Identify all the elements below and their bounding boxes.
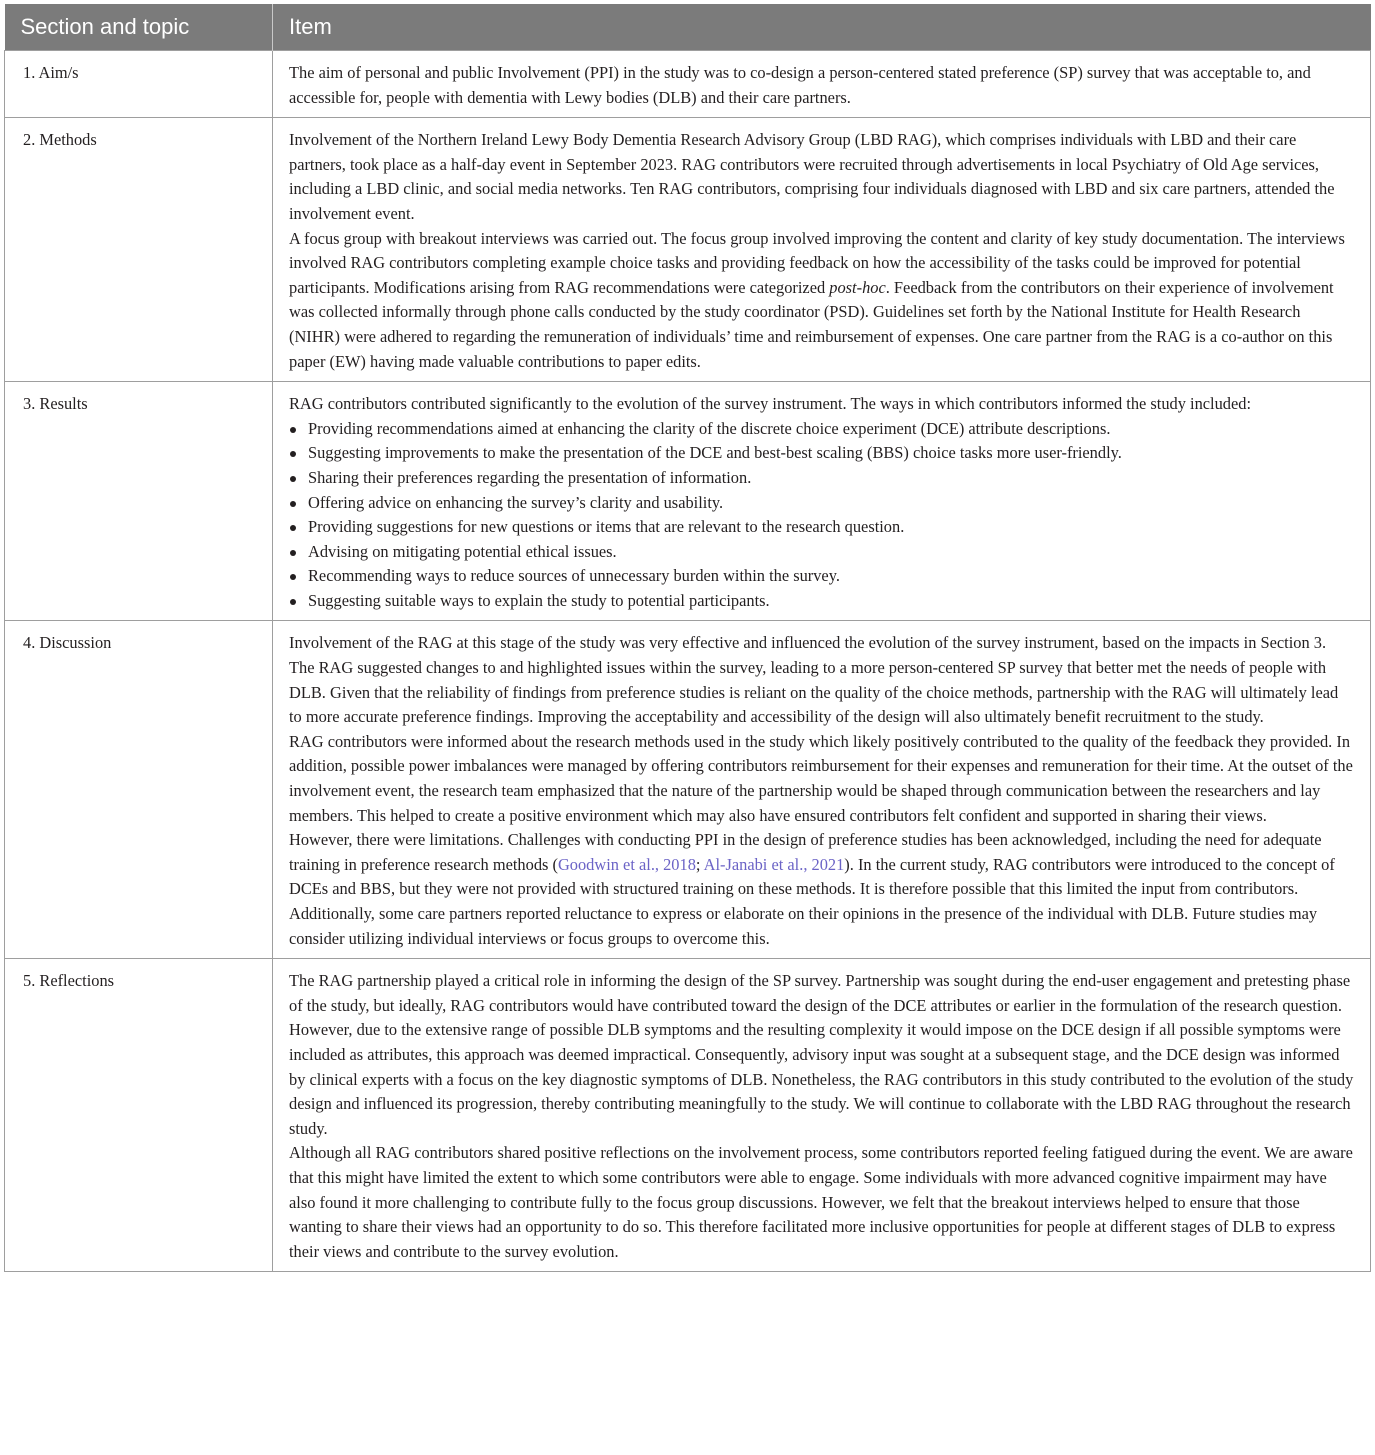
bullet-item: Offering advice on enhancing the survey’s clarity and usability.: [289, 491, 1354, 516]
item-cell: [273, 621, 1371, 959]
header-row: [5, 4, 1371, 51]
section-topic-cell: 5. Reflections: [5, 959, 273, 1272]
header-section-topic: Section and topic: [5, 4, 273, 51]
bullet-item: Providing recommendations aimed at enhancing the clarity of the discrete choice experiment (DCE) attribute descriptions.: [289, 417, 1354, 442]
item-paragraph: Although all RAG contributors shared positive reflections on the involvement process, some contributors reported feeling fatigued during the event. We are aware that this might have limited the extent to which some contributors were able to engage. Some individuals with more advanced cognitive impairment may have also found it more challenging to contribute fully to the focus group discussions. However, we felt that the breakout interviews helped to ensure that those wanting to share their views had an opportunity to do so. This therefore facilitated more inclusive opportunities for people at different stages of DLB to express their views and contribute to the survey evolution.: [289, 1143, 1353, 1261]
table-row: [5, 382, 1371, 621]
item-paragraph: RAG contributors were informed about the research methods used in the study which likely positively contributed to the quality of the feedback they provided. In addition, possible power imbalances were managed by offering contributors reimbursement for their expenses and remuneration for their time. At the outset of the involvement event, the research team emphasized that the nature of the partnership would be shaped through communication between the researchers and lay members. This helped to create a positive environment which may also have ensured contributors felt confident and supported in sharing their views.: [289, 731, 1353, 825]
gripp-table: [4, 4, 1371, 1272]
citation-link-goodwin[interactable]: Goodwin et al., 2018: [557, 854, 696, 874]
section-topic-cell: 1. Aim/s: [5, 51, 273, 118]
table-row: [5, 959, 1371, 1272]
table-row: [5, 51, 1371, 118]
item-paragraph: Involvement of the RAG at this stage of the study was very effective and influenced the evolution of the survey instrument, based on the impacts in Section 3. The RAG suggested changes to and highlighted issues within the survey, leading to a more person-centered SP survey that better met the needs of people with DLB. Given that the reliability of findings from preference studies is reliant on the quality of the choice methods, partnership with the RAG will ultimately lead to more accurate preference findings. Improving the acceptability and accessibility of the design will also ultimately benefit recruitment to the study.: [289, 633, 1339, 727]
bullet-item: Suggesting improvements to make the presentation of the DCE and best-best scaling (BBS) choice tasks more user-friendly.: [289, 441, 1354, 466]
item-cell: [273, 51, 1371, 118]
text-run: However, there were limitations. Challenges with conducting PPI in the design of preference studies has been acknowledged, including the need for adequate training in preference research methods (: [289, 830, 1322, 874]
item-paragraph: The aim of personal and public Involvement (PPI) in the study was to co-design a person-centered stated preference (SP) survey that was acceptable to, and accessible for, people with dementia with Lewy bodies (DLB) and their care partners.: [289, 63, 1311, 107]
section-topic-cell: 4. Discussion: [5, 621, 273, 959]
text-run: ;: [695, 854, 704, 874]
item-cell: [273, 382, 1371, 621]
table-header: [5, 4, 1371, 51]
text-run: A focus group with breakout interviews was carried out. The focus group involved improving the content and clarity of key study documentation. The interviews involved RAG contributors completing example choice tasks and providing feedback on how the accessibility of the tasks could be improved for potential participants. Modifications arising from RAG recommendations were categorized: [289, 228, 1345, 297]
italic-term: post-hoc: [829, 277, 886, 297]
header-item: Item: [273, 4, 1371, 51]
item-cell: [273, 959, 1371, 1272]
bullet-item: Providing suggestions for new questions or items that are relevant to the research question.: [289, 515, 1354, 540]
item-paragraph: Involvement of the Northern Ireland Lewy Body Dementia Research Advisory Group (LBD RAG), which comprises individuals with LBD and their care partners, took place as a half-day event in September 2023. RAG contributors were recruited through advertisements in local Psychiatry of Old Age services, including a LBD clinic, and social media networks. Ten RAG contributors, comprising four individuals diagnosed with LBD and six care partners, attended the involvement event.: [289, 130, 1335, 223]
text-run: . Feedback from the contributors on their experience of involvement was collected informally through phone calls conducted by the study coordinator (PSD). Guidelines set forth by the National Institute for Health Research (NIHR) were adhered to regarding the remuneration of individuals’ time and reimbursement of expenses. One care partner from the RAG is a co-author on this paper (EW) having made valuable contributions to paper edits.: [289, 277, 1334, 371]
table-body: [5, 51, 1371, 1272]
citation-link-al-janabi[interactable]: Al-Janabi et al., 2021: [703, 854, 845, 874]
item-paragraph: [289, 227, 1354, 375]
item-paragraph: RAG contributors contributed significantly to the evolution of the survey instrument. The ways in which contributors informed the study included:: [289, 394, 1252, 414]
bullet-item: Suggesting suitable ways to explain the study to potential participants.: [289, 589, 1354, 614]
item-paragraph: [289, 828, 1354, 951]
table-row: [5, 118, 1371, 382]
bullet-item: Recommending ways to reduce sources of unnecessary burden within the survey.: [289, 564, 1354, 589]
bullet-item: Advising on mitigating potential ethical issues.: [289, 540, 1354, 565]
bullet-item: Sharing their preferences regarding the presentation of information.: [289, 466, 1354, 491]
section-topic-cell: 3. Results: [5, 382, 273, 621]
table-row: [5, 621, 1371, 959]
text-run: ). In the current study, RAG contributors were introduced to the concept of DCEs and BBS, but they were not provided with structured training on these methods. It is therefore possible that this limited the input from contributors. Additionally, some care partners reported reluctance to express or elaborate on their opinions in the presence of the individual with DLB. Future studies may consider utilizing individual interviews or focus groups to overcome this.: [289, 854, 1335, 948]
item-paragraph: The RAG partnership played a critical role in informing the design of the SP survey. Partnership was sought during the end-user engagement and pretesting phase of the study, but ideally, RAG contributors would have contributed toward the design of the DCE attributes or earlier in the formulation of the research question. However, due to the extensive range of possible DLB symptoms and the resulting complexity it would impose on the DCE design if all possible symptoms were included as attributes, this approach was deemed impractical. Consequently, advisory input was sought at a subsequent stage, and the DCE design was informed by clinical experts with a focus on the key diagnostic symptoms of DLB. Nonetheless, the RAG contributors in this study contributed to the evolution of the study design and influenced its progression, thereby contributing meaningfully to the study. We will continue to collaborate with the LBD RAG throughout the research study.: [289, 971, 1354, 1138]
item-cell: [273, 118, 1371, 382]
results-bullet-list: [289, 417, 1354, 614]
section-topic-cell: 2. Methods: [5, 118, 273, 382]
